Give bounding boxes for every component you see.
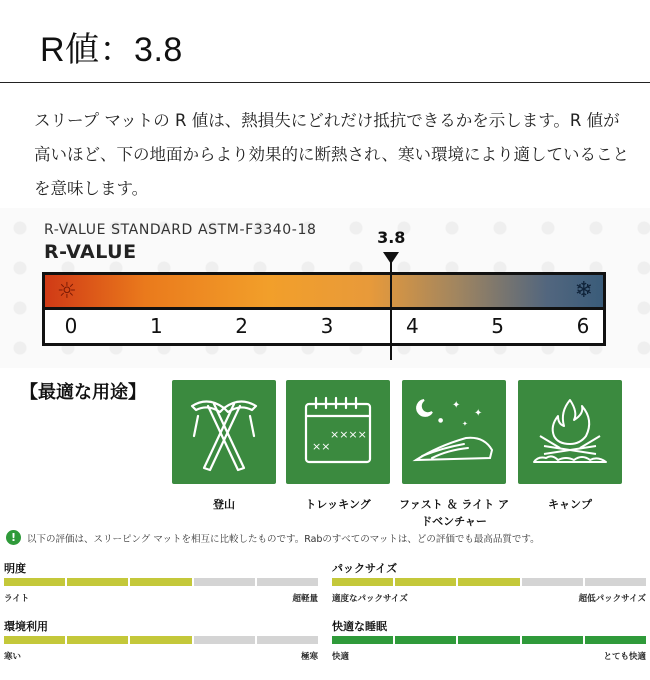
ratings-note-text: 以下の評価は、スリーピング マットを相互に比較したものです。Rabのすべてのマットは、どの評価でも最高品質です。 (27, 533, 540, 545)
rating-title: パックサイズ (332, 562, 398, 575)
r-value-gradient-bar (42, 272, 606, 310)
r-value-marker-arrow (383, 252, 399, 264)
rating-bar (332, 636, 646, 644)
r-value-title: R-VALUE (44, 241, 137, 263)
rating-right-label: とても快適 (603, 652, 646, 662)
use-label-trekking: トレッキング (305, 498, 371, 511)
scale-tick-5: 5 (491, 314, 505, 338)
rating-bar (4, 578, 318, 586)
use-label-fast-light: ファスト ＆ ライト アドベンチャー (399, 498, 509, 528)
svg-text:××: ×× (312, 440, 331, 453)
rating-segment (194, 636, 255, 644)
r-value-scale (42, 310, 606, 346)
scale-tick-0: 0 (64, 314, 78, 338)
ice-axes-icon (178, 386, 270, 478)
rating-segment (257, 578, 318, 586)
rating-left-label: 快適 (332, 652, 350, 662)
svg-text:✦: ✦ (462, 420, 468, 428)
scale-tick-1: 1 (149, 314, 163, 338)
rating-segment (67, 578, 128, 586)
use-tile-fast-light (402, 380, 506, 484)
r-value-standard: R-VALUE STANDARD ASTM-F3340-18 (44, 222, 317, 238)
svg-text:●: ● (438, 417, 444, 424)
rating-segment (458, 578, 519, 586)
rating-left-label: 適度なパックサイズ (332, 594, 408, 604)
rating-right-label: 超低パックサイズ (578, 594, 646, 604)
title-divider (0, 82, 650, 83)
scale-tick-3: 3 (320, 314, 334, 338)
scale-tick-6: 6 (576, 314, 590, 338)
rating-segment (395, 578, 456, 586)
rating-segment (522, 578, 583, 586)
rating-comfort (332, 618, 646, 662)
rating-right-label: 極寒 (300, 652, 318, 662)
rating-title: 環境利用 (4, 620, 48, 633)
best-use-heading: 【最適な用途】 (20, 382, 146, 403)
night-tent-icon (408, 386, 500, 478)
svg-text:✦: ✦ (474, 408, 483, 419)
rating-environment (4, 618, 318, 662)
rating-segment (522, 636, 583, 644)
rating-left-label: ライト (4, 594, 30, 604)
rating-segment (130, 636, 191, 644)
snowflake-icon: ❄ (574, 278, 593, 303)
rating-title: 快適な睡眠 (332, 620, 387, 633)
svg-text:✦: ✦ (452, 400, 461, 411)
rating-segment (130, 578, 191, 586)
rating-segment (458, 636, 519, 644)
use-tile-camping (518, 380, 622, 484)
use-tile-mountaineering (172, 380, 276, 484)
rating-segment (194, 578, 255, 586)
rating-segment (67, 636, 128, 644)
scale-tick-2: 2 (235, 314, 249, 338)
r-value-marker-label: 3.8 (377, 228, 406, 247)
use-label-camping: キャンプ (548, 498, 592, 511)
rating-segment (257, 636, 318, 644)
use-tile-trekking (286, 380, 390, 484)
use-label-mountaineering: 登山 (213, 498, 235, 511)
campfire-icon (524, 386, 616, 478)
r-value-description: スリープ マットの R 値は、熱損失にどれだけ抵抗できるかを示します。R 値が高いほど、下の地面からより効果的に断熱され、寒い環境により適していることを意味します。 (34, 111, 629, 198)
r-value-marker-line (390, 258, 392, 360)
rating-segment (585, 636, 646, 644)
rating-title: 明度 (4, 562, 26, 575)
rating-left-label: 寒い (4, 652, 22, 662)
page-title: R値：3.8 (40, 31, 183, 69)
scale-tick-4: 4 (405, 314, 419, 338)
rating-weight (4, 560, 318, 604)
info-icon: ! (6, 530, 21, 545)
rating-bar (332, 578, 646, 586)
rating-segment (395, 636, 456, 644)
rating-segment (585, 578, 646, 586)
rating-right-label: 超軽量 (292, 594, 318, 604)
rating-pack-size (332, 560, 646, 604)
calendar-icon (292, 386, 384, 478)
svg-text:××××: ×××× (330, 428, 367, 441)
rating-segment (332, 636, 393, 644)
rating-segment (332, 578, 393, 586)
rating-segment (4, 636, 65, 644)
sun-icon: ☼ (57, 279, 77, 304)
ratings-note (6, 530, 540, 545)
rating-segment (4, 578, 65, 586)
rating-bar (4, 636, 318, 644)
